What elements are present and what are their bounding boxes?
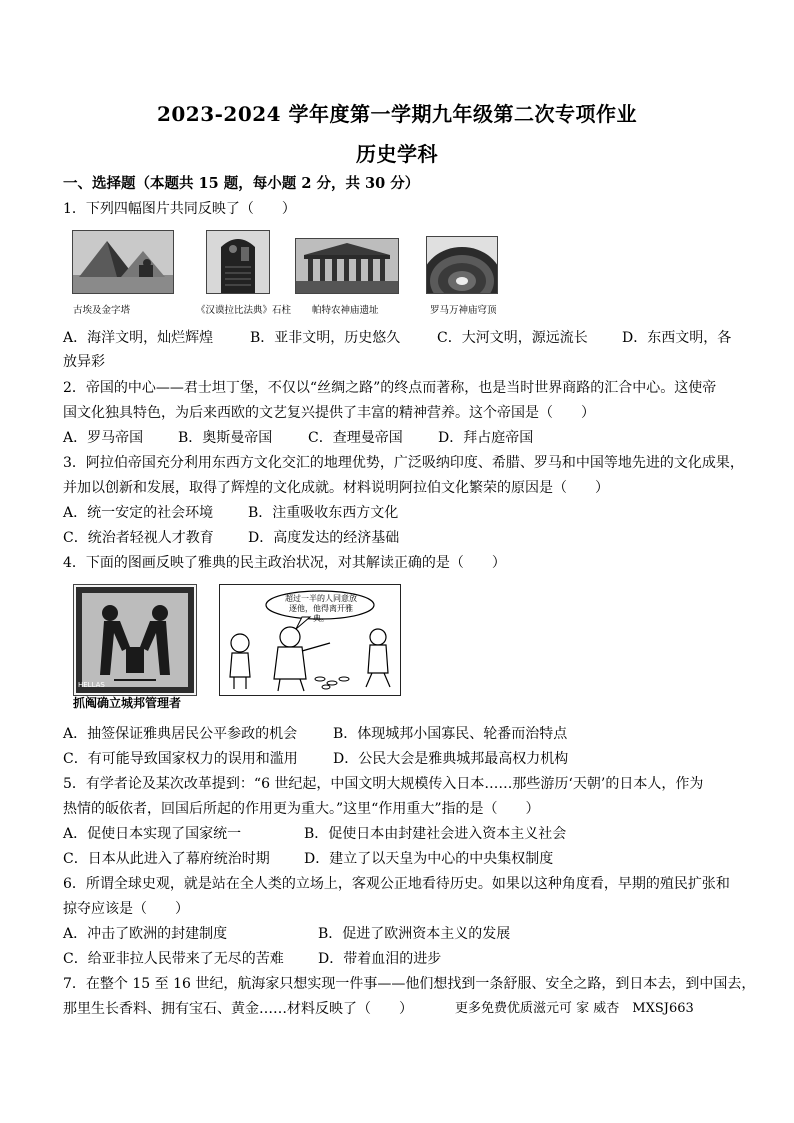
q1-caption-1: 古埃及金字塔 [73,305,131,316]
q5-line1: 5．有学者论及某次改革提到：“6 世纪起，中国文明大规模传入日本……那些游历‘天朝’的日本人，作为 [63,776,704,792]
section-heading: 一、选择题（本题共 15 题，每小题 2 分，共 30 分） [63,175,420,192]
q5-option-c: C．日本从此进入了幕府统治时期 [63,851,270,867]
q2-option-d: D．拜占庭帝国 [438,430,534,446]
q1-option-c: C．大河文明，源远流长 [437,330,588,346]
q2-option-b: B．奥斯曼帝国 [178,430,273,446]
q3-line1: 3．阿拉伯帝国充分利用东西方文化交汇的地理优势，广泛吸纳印度、希腊、罗马和中国等地先进的文化成果， [63,455,744,471]
bubble-line-1: 超过一半的人同意放 [285,594,357,603]
q2-option-c: C．查理曼帝国 [308,430,403,446]
q5-option-d: D．建立了以天皇为中心的中央集权制度 [304,851,554,867]
q6-line2: 掠夺应该是（ ） [63,901,189,917]
q3-option-c: C．统治者轻视人才教育 [63,530,214,546]
q1-option-b: B．亚非文明，历史悠久 [250,330,401,346]
hellas-label: HELLAS [78,681,105,689]
q6-option-b: B．促进了欧洲资本主义的发展 [318,926,511,942]
q4-option-c: C．有可能导致国家权力的误用和滥用 [63,751,298,767]
q3-option-a: A．统一安定的社会环境 [63,505,214,521]
q5-option-b: B．促使日本由封建社会进入资本主义社会 [304,826,567,842]
q2-line1: 2．帝国的中心——君士坦丁堡，不仅以“丝绸之路”的终点而著称，也是当时世界商路的汇合中心。这使帝 [63,380,717,396]
q1-stem: 1．下列四幅图片共同反映了（ ） [63,201,296,217]
q6-option-d: D．带着血泪的进步 [318,951,442,967]
q4-option-b: B．体现城邦小国寡民、轮番而治特点 [333,726,568,742]
q1-caption-2: 《汉谟拉比法典》石柱 [196,305,292,316]
q1-option-d: D．东西文明，各 [622,330,732,346]
q1-option-d-cont: 放异彩 [63,354,105,370]
q3-option-b: B．注重吸收东西方文化 [248,505,399,521]
q1-option-a: A．海洋文明，灿烂辉煌 [63,330,214,346]
q7-line2: 那里生长香料、拥有宝石、黄金……材料反映了（ ） [63,1001,413,1017]
q4-option-a: A．抽签保证雅典居民公平参政的机会 [63,726,298,742]
q3-line2: 并加以创新和发展，取得了辉煌的文化成就。材料说明阿拉伯文化繁荣的原因是（ ） [63,480,609,496]
q4-option-d: D．公民大会是雅典城邦最高权力机构 [333,751,569,767]
q2-line2: 国文化独具特色，为后来西欧的文艺复兴提供了丰富的精神营养。这个帝国是（ ） [63,405,595,421]
pyramid-image [72,230,174,294]
q2-option-a: A．罗马帝国 [63,430,144,446]
q6-option-a: A．冲击了欧洲的封建制度 [63,926,228,942]
exam-title: 2023-2024 学年度第一学期九年级第二次专项作业 [156,102,638,126]
q6-line1: 6．所谓全球史观，就是站在全人类的立场上，客观公正地看待历史。如果以这种角度看，早期的殖民扩张和 [63,876,730,892]
q4-stem: 4．下面的图画反映了雅典的民主政治状况，对其解读正确的是（ ） [63,555,506,571]
q6-option-c: C．给亚非拉人民带来了无尽的苦难 [63,951,284,967]
q1-caption-4: 罗马万神庙穹顶 [430,305,497,316]
q4-image1-caption: 抓阄确立城邦管理者 [73,696,182,710]
ostracism-cartoon [219,584,401,696]
q1-caption-3: 帕特农神庙遗址 [312,305,379,316]
athenian-vase-image [73,584,197,696]
bubble-line-2: 逐他，他得离开雅典。 [289,604,353,623]
subject-title: 历史学科 [356,142,438,166]
q7-line1: 7．在整个 15 至 16 世纪，航海家只想实现一件事——他们想找到一条舒服、安全之路，到日本去，到中国去， [63,976,756,992]
watermark-text: 更多免费优质滋元可 家 威杏 MXSJ663 [455,1001,694,1016]
parthenon-image [295,238,399,294]
stele-image [206,230,270,294]
q5-option-a: A．促使日本实现了国家统一 [63,826,242,842]
q5-line2: 热情的皈依者，回国后所起的作用更为重大。”这里“作用重大”指的是（ ） [63,801,540,817]
pantheon-dome-image [426,236,498,294]
q3-option-d: D．高度发达的经济基础 [248,530,400,546]
speech-bubble [282,594,360,624]
